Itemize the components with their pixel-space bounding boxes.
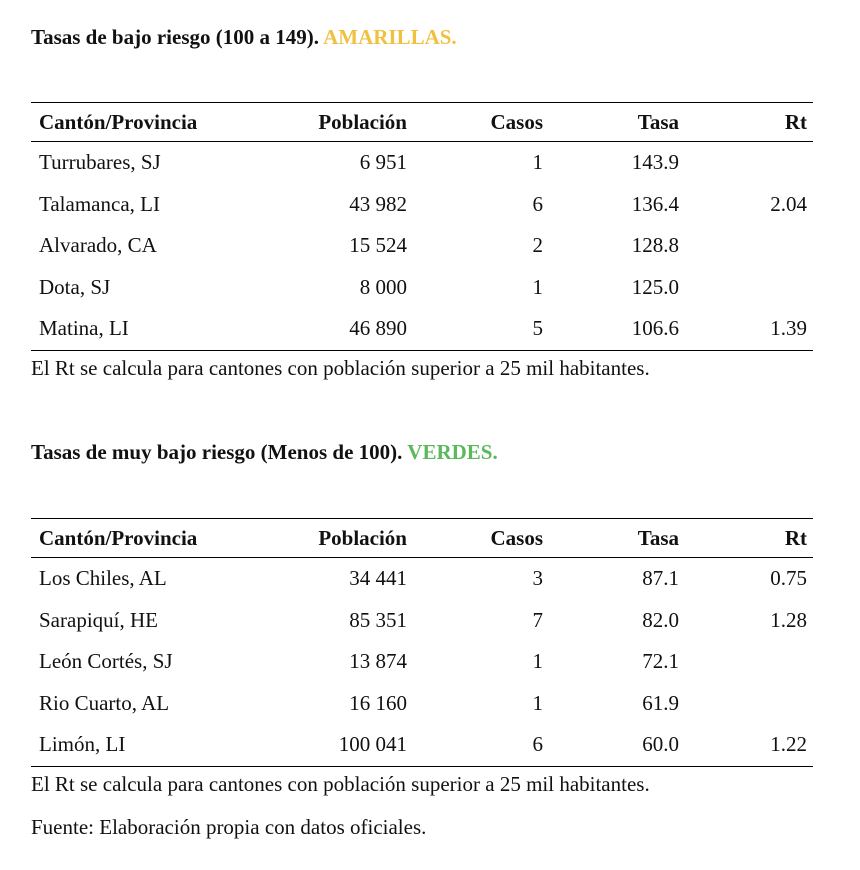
cell-casos: 5 <box>532 316 543 341</box>
cell-casos: 1 <box>532 690 543 715</box>
col-canton-header: Cantón/Provincia <box>39 109 198 134</box>
cell-tasa: 136.4 <box>631 191 679 216</box>
table-row <box>31 683 813 725</box>
section1-title <box>31 24 457 50</box>
cell-rt <box>679 225 813 267</box>
cell-casos: 3 <box>532 566 543 591</box>
cell-tasa: 128.8 <box>631 233 679 258</box>
cell-tasa: 72.1 <box>642 649 679 674</box>
cell-canton: Matina, LI <box>39 316 129 341</box>
table-header-row <box>31 103 813 142</box>
section2-title <box>31 439 498 465</box>
table-row <box>31 558 813 600</box>
cell-poblacion: 43 982 <box>349 191 407 216</box>
cell-poblacion: 46 890 <box>349 316 407 341</box>
section1-table <box>31 102 813 351</box>
cell-casos: 1 <box>532 274 543 299</box>
col-rt-header: Rt <box>784 109 807 134</box>
cell-canton: Dota, SJ <box>39 274 111 299</box>
col-casos-header: Casos <box>490 525 543 550</box>
table-row <box>31 600 813 642</box>
cell-tasa: 106.6 <box>631 316 679 341</box>
cell-poblacion: 15 524 <box>349 233 407 258</box>
cell-rt <box>679 641 813 683</box>
cell-casos: 6 <box>532 732 543 757</box>
cell-canton: León Cortés, SJ <box>39 649 173 674</box>
cell-tasa: 61.9 <box>642 690 679 715</box>
col-tasa-header: Tasa <box>637 109 679 134</box>
table-row <box>31 267 813 309</box>
table-row <box>31 142 813 184</box>
cell-canton: Rio Cuarto, AL <box>39 690 170 715</box>
cell-casos: 6 <box>532 191 543 216</box>
col-poblacion-header: Población <box>318 109 407 134</box>
section2-accent: VERDES. <box>407 440 498 464</box>
cell-canton: Limón, LI <box>39 732 126 757</box>
cell-tasa: 87.1 <box>642 566 679 591</box>
cell-casos: 1 <box>532 649 543 674</box>
table-row <box>31 225 813 267</box>
cell-canton: Alvarado, CA <box>39 233 157 258</box>
cell-casos: 1 <box>532 150 543 175</box>
col-poblacion-header: Población <box>318 525 407 550</box>
cell-rt: 1.22 <box>770 732 807 757</box>
cell-canton: Los Chiles, AL <box>39 566 167 591</box>
table-row <box>31 724 813 766</box>
cell-poblacion: 34 441 <box>349 566 407 591</box>
cell-rt <box>679 267 813 309</box>
cell-rt <box>679 142 813 184</box>
section1-note: El Rt se calcula para cantones con población superior a 25 mil habitantes. <box>31 356 650 380</box>
col-tasa-header: Tasa <box>637 525 679 550</box>
col-casos-header: Casos <box>490 109 543 134</box>
section2-table <box>31 518 813 767</box>
section1-title-text: Tasas de bajo riesgo (100 a 149). <box>31 25 319 49</box>
section2-title-text: Tasas de muy bajo riesgo (Menos de 100). <box>31 440 403 464</box>
cell-tasa: 82.0 <box>642 607 679 632</box>
table-row <box>31 184 813 226</box>
cell-poblacion: 13 874 <box>349 649 407 674</box>
cell-casos: 7 <box>532 607 543 632</box>
table-header-row <box>31 519 813 558</box>
cell-rt <box>679 683 813 725</box>
cell-tasa: 125.0 <box>631 274 679 299</box>
cell-poblacion: 16 160 <box>349 690 407 715</box>
cell-rt: 0.75 <box>770 566 807 591</box>
section2-note: El Rt se calcula para cantones con población superior a 25 mil habitantes. <box>31 772 650 796</box>
cell-poblacion: 85 351 <box>349 607 407 632</box>
cell-casos: 2 <box>532 233 543 258</box>
cell-canton: Talamanca, LI <box>39 191 160 216</box>
cell-rt: 1.39 <box>770 316 807 341</box>
cell-tasa: 143.9 <box>631 150 679 175</box>
cell-poblacion: 100 041 <box>338 732 407 757</box>
cell-poblacion: 6 951 <box>359 150 407 175</box>
table-row <box>31 308 813 350</box>
cell-tasa: 60.0 <box>642 732 679 757</box>
table-row <box>31 641 813 683</box>
cell-canton: Sarapiquí, HE <box>39 607 158 632</box>
cell-rt: 1.28 <box>770 607 807 632</box>
col-rt-header: Rt <box>784 525 807 550</box>
section1-accent: AMARILLAS. <box>323 25 457 49</box>
source-note: Fuente: Elaboración propia con datos oficiales. <box>31 815 427 839</box>
cell-rt: 2.04 <box>770 191 807 216</box>
cell-poblacion: 8 000 <box>359 274 407 299</box>
cell-canton: Turrubares, SJ <box>39 150 161 175</box>
col-canton-header: Cantón/Provincia <box>39 525 198 550</box>
